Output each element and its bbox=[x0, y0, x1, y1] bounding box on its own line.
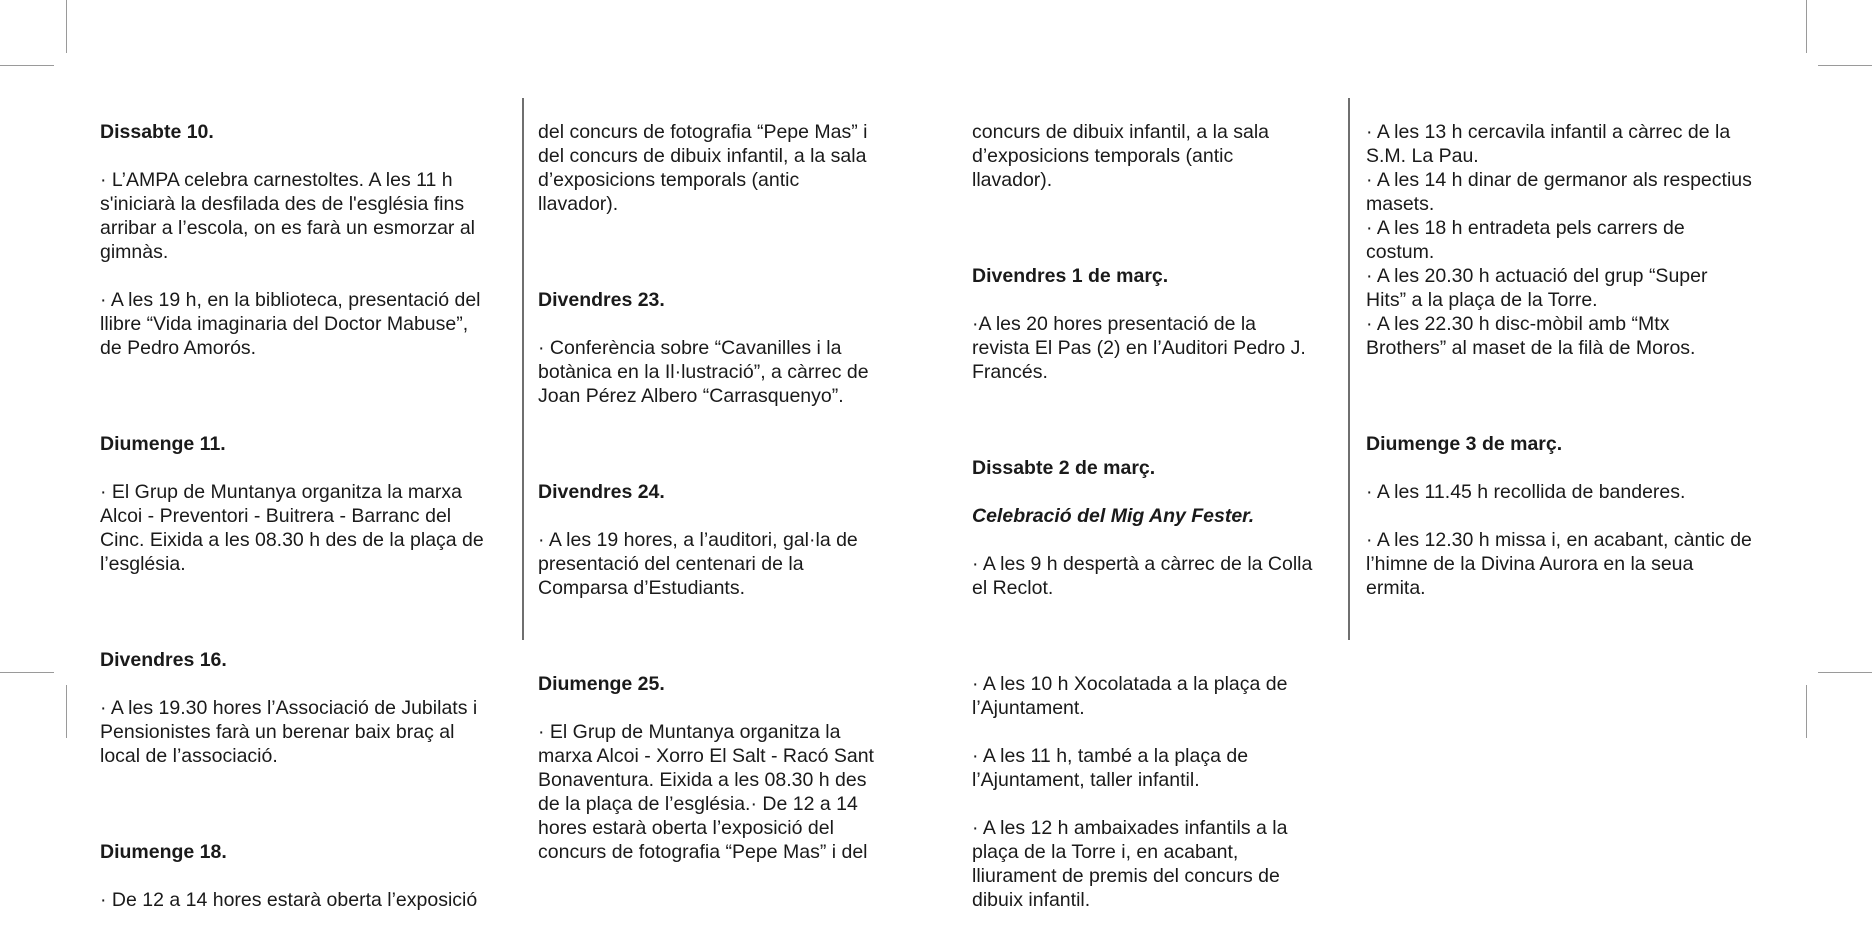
day-heading: Diumenge 25. bbox=[538, 673, 665, 695]
continued-text: del concurs de fotografia “Pepe Mas” i del concurs de dibuix infantil, a la sala d’exposicions temporals (antic llavador). bbox=[538, 121, 868, 215]
event-item: · A les 9 h despertà a càrrec de la Colla el Reclot. bbox=[972, 553, 1313, 599]
day-heading: Diumenge 3 de març. bbox=[1366, 433, 1563, 455]
column-4 bbox=[1366, 96, 1786, 624]
day-heading: Divendres 23. bbox=[538, 289, 665, 311]
crop-mark-top-right bbox=[1806, 0, 1807, 53]
continued-text: concurs de dibuix infantil, a la sala d’exposicions temporals (antic llavador). bbox=[972, 121, 1270, 191]
column-3 bbox=[972, 96, 1332, 936]
day-heading: Divendres 16. bbox=[100, 649, 227, 671]
column-divider-2 bbox=[1348, 98, 1350, 640]
crop-mark-bottom-right bbox=[1806, 685, 1807, 738]
event-item: · El Grup de Muntanya organitza la marxa Alcoi - Xorro El Salt - Racó Sant Bonaventura. Eixida a les 08.30 h des de la plaça de l’església.· De 12 a 14 hores estarà oberta l’exposició del concurs de fotografia “Pepe Mas” i del bbox=[538, 721, 874, 863]
crop-mark-bottom-right-h bbox=[1818, 672, 1872, 673]
crop-mark-top-left bbox=[66, 0, 67, 53]
event-item: · A les 19 h, en la biblioteca, presentació del llibre “Vida imaginaria del Doctor Mabuse”, de Pedro Amorós. bbox=[100, 289, 481, 359]
day-heading: Dissabte 2 de març. bbox=[972, 457, 1156, 479]
crop-mark-bottom-left bbox=[66, 685, 67, 738]
continued-text: · A les 13 h cercavila infantil a càrrec de la S.M. La Pau. · A les 14 h dinar de germanor als respectius masets. · A les 18 h entradeta pels carrers de costum. · A les 20.30 h actuació del grup “Super Hits” a la plaça de la Torre. · A les 22.30 h disc-mòbil amb “Mtx Brothers” al maset de la filà de Moros. bbox=[1366, 121, 1752, 359]
day-heading: Diumenge 11. bbox=[100, 433, 226, 455]
event-item: · A les 11 h, també a la plaça de l’Ajuntament, taller infantil. bbox=[972, 745, 1249, 791]
event-item: · A les 19.30 hores l’Associació de Jubilats i Pensionistes farà un berenar baix braç al local de l’associació. bbox=[100, 697, 478, 767]
event-item: · A les 19 hores, a l’auditori, gal·la de presentació del centenari de la Comparsa d’Estudiants. bbox=[538, 529, 858, 599]
event-item: · A les 11.45 h recollida de banderes. bbox=[1366, 481, 1686, 503]
event-item: ·A les 20 hores presentació de la revista El Pas (2) en l’Auditori Pedro J. Francés. bbox=[972, 313, 1306, 383]
crop-mark-bottom-left-h bbox=[0, 672, 54, 673]
day-heading: Diumenge 18. bbox=[100, 841, 227, 863]
day-heading: Divendres 24. bbox=[538, 481, 665, 503]
crop-mark-top-left-h bbox=[0, 65, 54, 66]
column-1 bbox=[100, 96, 520, 936]
day-heading: Dissabte 10. bbox=[100, 121, 214, 143]
crop-mark-top-right-h bbox=[1818, 65, 1872, 66]
event-item: · De 12 a 14 hores estarà oberta l’exposició bbox=[100, 889, 478, 911]
event-item: · A les 10 h Xocolatada a la plaça de l’Ajuntament. bbox=[972, 673, 1288, 719]
event-item: · Conferència sobre “Cavanilles i la botànica en la Il·lustració”, a càrrec de Joan Pérez Albero “Carrasquenyo”. bbox=[538, 337, 869, 407]
event-item: · El Grup de Muntanya organitza la marxa Alcoi - Preventori - Buitrera - Barranc del Cinc. Eixida a les 08.30 h des de la plaça de l’església. bbox=[100, 481, 484, 575]
event-item: · A les 12 h ambaixades infantils a la plaça de la Torre i, en acabant, lliurament de premis del concurs de dibuix infantil. bbox=[972, 817, 1288, 911]
day-heading: Divendres 1 de març. bbox=[972, 265, 1169, 287]
event-item: · A les 12.30 h missa i, en acabant, càntic de l’himne de la Divina Aurora en la seua ermita. bbox=[1366, 529, 1752, 599]
day-subheading: Celebració del Mig Any Fester. bbox=[972, 505, 1255, 527]
column-divider-1 bbox=[522, 98, 524, 640]
column-2 bbox=[538, 96, 918, 888]
event-item: · L’AMPA celebra carnestoltes. A les 11 h s'iniciarà la desfilada des de l'església fins arribar a l’escola, on es farà un esmorzar al gimnàs. bbox=[100, 169, 476, 263]
